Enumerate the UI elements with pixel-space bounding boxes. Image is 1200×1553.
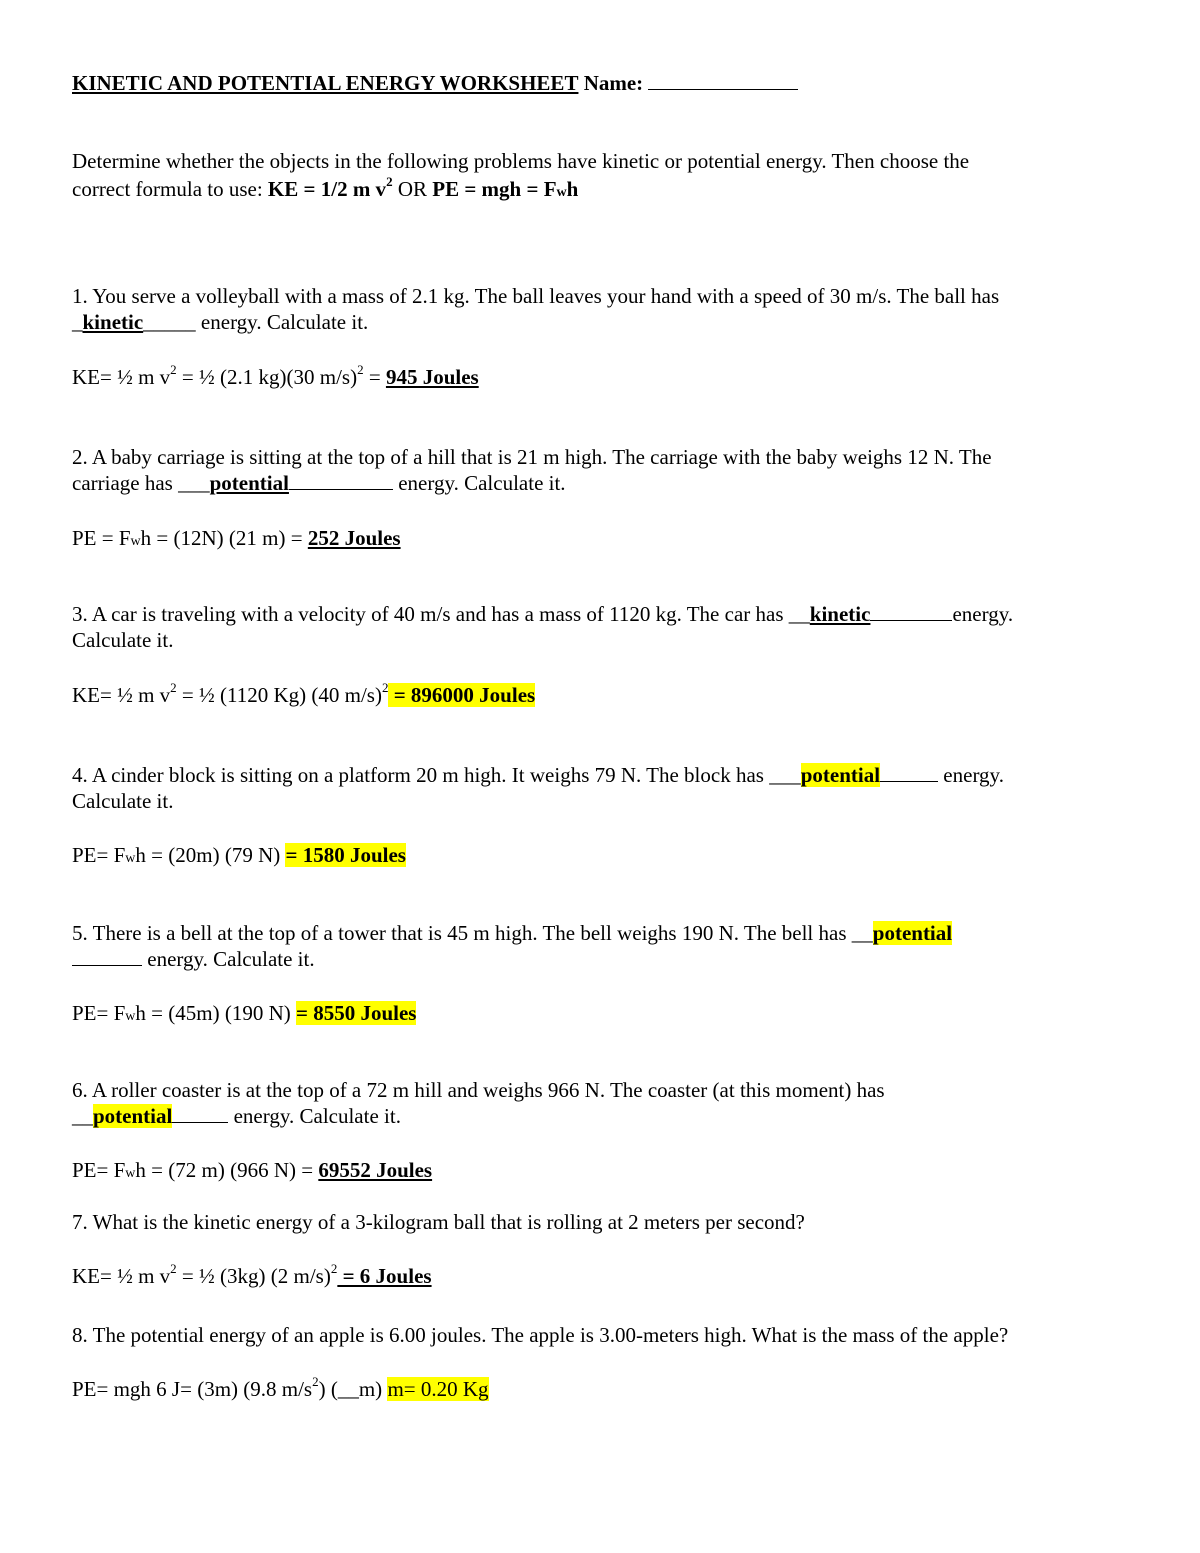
problem-6-blank-line: __potential energy. Calculate it. — [72, 1104, 401, 1128]
problem-5-result: = 8550 Joules — [295, 1001, 417, 1025]
problem-5-question: 5. There is a bell at the top of a tower that is 45 m high. The bell weighs 190 N. The bell has __potential — [72, 921, 953, 945]
problem-3-answer: kinetic — [809, 602, 871, 626]
problem-4-calculation: PE= Fwh = (20m) (79 N) = 1580 Joules — [72, 843, 406, 867]
worksheet-title: KINETIC AND POTENTIAL ENERGY WORKSHEET — [72, 71, 579, 95]
ke-formula: KE = 1/2 m $v^2$ — [267, 174, 393, 201]
problem-1-blank-line: _kinetic_____ energy. Calculate it. — [72, 310, 369, 334]
problem-7-result: = 6 Joules — [337, 1264, 432, 1288]
instructions-line-1: Determine whether the objects in the following problems have kinetic or potential energy. Then choose the — [72, 149, 970, 173]
problem-4-question-line-2: Calculate it. — [72, 789, 174, 813]
problem-7-question: 7. What is the kinetic energy of a 3-kilogram ball that is rolling at 2 meters per second? — [72, 1210, 805, 1234]
problem-4-question: 4. A cinder block is sitting on a platform 20 m high. It weighs 79 N. The block has ___potential energy. — [72, 763, 1004, 787]
problem-3-calculation: KE= ½ m $v^2$ = ½ (1120 Kg) (40 m/s)$^2$ = 896000 Joules — [72, 680, 536, 707]
problem-4-result: = 1580 Joules — [285, 843, 406, 867]
problem-1-calculation: KE= ½ m $v^2$ = ½ (2.1 kg)(30 m/s)$^2$ = 945 Joules — [72, 362, 479, 389]
problem-8-result: m= 0.20 Kg — [387, 1377, 489, 1401]
problem-7-calculation: KE= ½ m $v^2$ = ½ (3kg) (2 m/s)$^2$ = 6 Joules — [72, 1261, 432, 1288]
problem-6-calculation: PE= Fwh = (72 m) (966 N) = 69552 Joules — [72, 1158, 433, 1182]
problem-1-question: 1. You serve a volleyball with a mass of 2.1 kg. The ball leaves your hand with a speed of 30 m/s. The ball has — [72, 284, 1000, 308]
problem-6-question: 6. A roller coaster is at the top of a 72 m hill and weighs 966 N. The coaster (at this moment) has — [72, 1078, 885, 1102]
pe-formula: PE = mgh = Fwh — [432, 177, 579, 201]
problem-2-question: 2. A baby carriage is sitting at the top of a hill that is 21 m high. The carriage with the baby weighs 12 N. The — [72, 445, 992, 469]
problem-5-calculation: PE= Fwh = (45m) (190 N) = 8550 Joules — [72, 1001, 417, 1025]
problem-8-question: 8. The potential energy of an apple is 6.00 joules. The apple is 3.00-meters high. What is the mass of the apple? — [72, 1323, 1009, 1347]
problem-5-answer: potential — [872, 921, 953, 945]
problem-2-answer: potential — [209, 471, 289, 495]
problem-1-result: 945 Joules — [385, 365, 479, 389]
formula-prefix: correct formula to use: — [72, 177, 263, 201]
name-label: Name: — [583, 71, 644, 95]
problem-8-calculation: PE= mgh 6 J= (3m) (9.8 $m/s^2$) (__m) m= 0.20 Kg — [72, 1374, 489, 1401]
problem-1-answer: kinetic — [82, 310, 144, 334]
problem-2-calculation: PE = Fwh = (12N) (21 m) = 252 Joules — [72, 526, 401, 550]
problem-6-answer: potential — [93, 1104, 173, 1128]
problem-2-result: 252 Joules — [307, 526, 401, 550]
problem-3-question: 3. A car is traveling with a velocity of 40 m/s and has a mass of 1120 kg. The car has __kinetic energy. — [72, 602, 1014, 626]
problem-5-blank-line: energy. Calculate it. — [72, 946, 315, 972]
problem-6-result: 69552 Joules — [318, 1158, 433, 1182]
name-blank — [648, 71, 798, 90]
worksheet-title-line — [72, 70, 798, 96]
or-text: OR — [397, 177, 427, 201]
problem-4-answer: potential — [800, 763, 881, 787]
instructions-line-2 — [72, 176, 578, 206]
problem-2-blank-line: carriage has ___potential energy. Calculate it. — [72, 471, 566, 495]
problem-3-result: = 896000 Joules — [388, 683, 536, 707]
problem-3-question-line-2: Calculate it. — [72, 628, 174, 652]
